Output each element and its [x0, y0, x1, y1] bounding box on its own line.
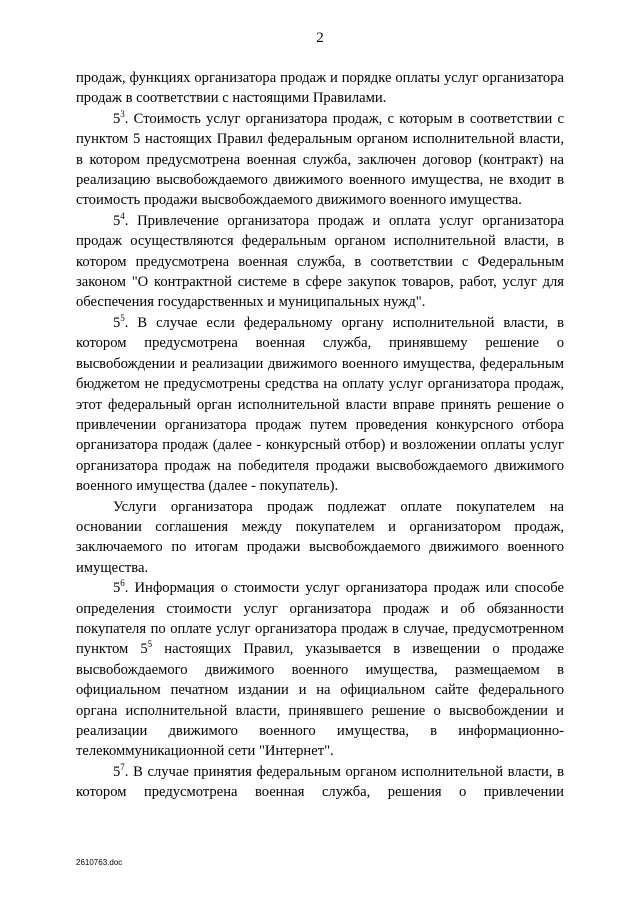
clause-superscript: 6: [120, 578, 125, 589]
footer-filename: 2610763.doc: [76, 858, 123, 867]
paragraph-5-4: [76, 211, 564, 313]
paragraph-text-before: . Информация о стоимости услуг организатора продаж или способе определения стоимости услуг организатора продаж и об обязанности покупателя по оплате услуг организатора продаж в случае, предусмотренном пунктом 5: [76, 580, 564, 658]
paragraph-continuation: [76, 68, 564, 109]
paragraph-text: . В случае принятия федеральным органом исполнительной власти, в котором предусмотрена военная служба, решения о привлечении: [76, 763, 564, 801]
clause-number: 5: [113, 763, 121, 780]
paragraph-text: . В случае если федеральному органу исполнительной власти, в котором предусмотрена военная служба, принявшему решение о высвобождении и реализации движимого военного имущества, федеральным бюджетом не предусмотрены средства на оплату услуг организатора продаж, этот федеральный орган исполнительной власти вправе принять решение о привлечении организатора продаж путем проведения конкурсного отбора организатора продаж (далее - конкурсный отбор) и возложении оплаты услуг организатора продаж на победителя продажи высвобождаемого движимого военного имущества (далее - покупатель).: [76, 314, 564, 495]
clause-number: 5: [113, 314, 121, 331]
document-body: [76, 68, 564, 803]
clause-number: 5: [113, 110, 121, 127]
clause-superscript: 3: [120, 108, 125, 119]
paragraph-5-7: [76, 762, 564, 803]
clause-superscript: 7: [120, 761, 125, 772]
reference-superscript: 5: [147, 639, 153, 650]
clause-number: 5: [113, 212, 121, 229]
clause-superscript: 5: [120, 312, 125, 323]
paragraph-text: . Привлечение организатора продаж и оплата услуг организатора продаж осуществляются федеральным органом исполнительной власти, в котором предусмотрена военная служба, в соответствии с Федеральным законом "О контрактной системе в сфере закупок товаров, работ, услуг для обеспечения государственных и муниципальных нужд".: [76, 212, 564, 311]
page-number: 2: [316, 30, 324, 46]
clause-superscript: 4: [120, 210, 125, 221]
paragraph-5-5: [76, 313, 564, 497]
paragraph-text: . Стоимость услуг организатора продаж, с которым в соответствии с пунктом 5 настоящих Правил федеральным органом исполнительной власти, в котором предусмотрена военная служба, заключен договор (контракт) на реализацию высвобождаемого движимого военного имущества, не входит в стоимость продажи высвобождаемого движимого военного имущества.: [76, 110, 564, 209]
paragraph-text: настоящих Правил, указывается в извещении о продаже высвобождаемого движимого военного имущества, размещаемом в официальном печатном издании и на официальном сайте федерального органа исполнительной власти, принявшего решение о высвобождении и реализации движимого военного имущества, в информационно-телекоммуникационной сети "Интернет".: [76, 641, 564, 760]
paragraph-services-payment: [76, 497, 564, 579]
clause-number: 5: [113, 580, 121, 597]
paragraph-5-3: [76, 109, 564, 211]
paragraph-text: продаж, функциях организатора продаж и порядке оплаты услуг организатора продаж в соответствии с настоящими Правилами.: [76, 70, 564, 107]
paragraph-5-6: [76, 578, 564, 762]
paragraph-text: Услуги организатора продаж подлежат оплате покупателем на основании соглашения между покупателем и организатором продаж, заключаемого по итогам продажи высвобождаемого движимого военного имущества.: [76, 498, 564, 576]
